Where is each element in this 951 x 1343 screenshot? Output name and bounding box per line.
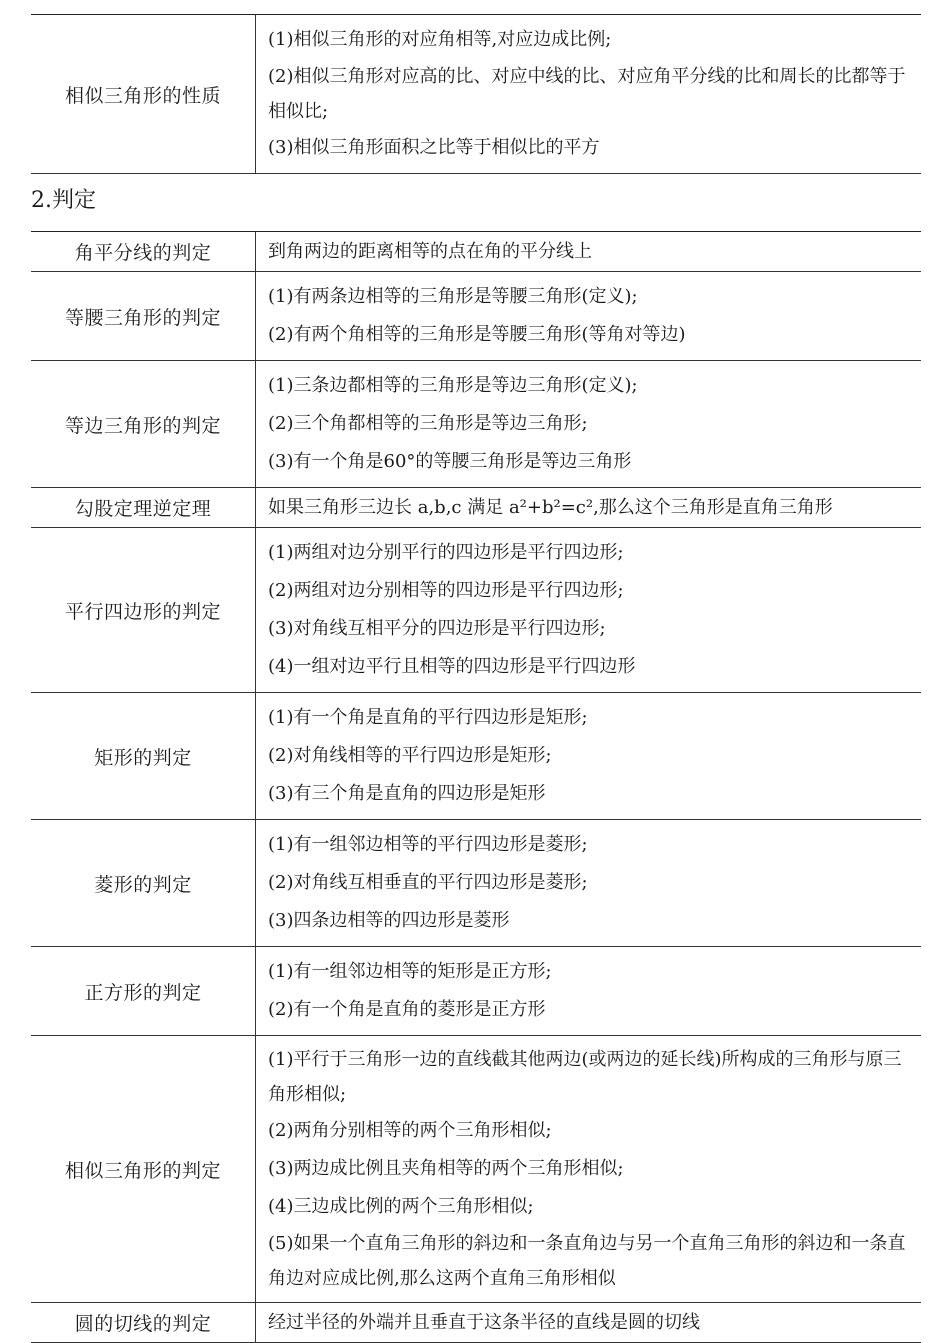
row-term: 平行四边形的判定 bbox=[31, 528, 256, 693]
list-item: (1)两组对边分别平行的四边形是平行四边形; bbox=[268, 542, 624, 563]
list-item: (3)相似三角形面积之比等于相似比的平方 bbox=[268, 137, 600, 158]
list-item: 如果三角形三边长 a,b,c 满足 a²+b²=c²,那么这个三角形是直角三角形 bbox=[268, 496, 833, 518]
list-item: (2)有一个角是直角的菱形是正方形 bbox=[268, 999, 546, 1020]
list-item: (3)有一个角是60°的等腰三角形是等边三角形 bbox=[268, 451, 632, 472]
row-term: 勾股定理逆定理 bbox=[31, 488, 256, 528]
row-content bbox=[256, 232, 922, 272]
list-item: (4)三边成比例的两个三角形相似; bbox=[268, 1196, 534, 1217]
list-item: (2)三个角都相等的三角形是等边三角形; bbox=[268, 413, 588, 434]
table-row bbox=[31, 232, 921, 272]
list-item: (2)相似三角形对应高的比、对应中线的比、对应角平分线的比和周长的比都等于相似比; bbox=[268, 66, 906, 122]
row-content bbox=[256, 15, 922, 174]
row-content bbox=[256, 1036, 922, 1303]
row-content bbox=[256, 272, 922, 361]
table-row bbox=[31, 820, 921, 947]
table-row bbox=[31, 1303, 921, 1343]
row-term: 等边三角形的判定 bbox=[31, 361, 256, 488]
criteria-table bbox=[31, 231, 921, 1343]
table-row bbox=[31, 15, 921, 174]
list-item: (2)两组对边分别相等的四边形是平行四边形; bbox=[268, 580, 624, 601]
properties-table bbox=[31, 14, 921, 174]
section-heading: 2.判定 bbox=[31, 188, 96, 213]
row-term: 矩形的判定 bbox=[31, 693, 256, 820]
row-content bbox=[256, 1303, 922, 1343]
list-item: 经过半径的外端并且垂直于这条半径的直线是圆的切线 bbox=[268, 1311, 700, 1333]
table-row bbox=[31, 488, 921, 528]
list-item: (1)有一个角是直角的平行四边形是矩形; bbox=[268, 707, 588, 728]
list-item: (1)平行于三角形一边的直线截其他两边(或两边的延长线)所构成的三角形与原三角形相似; bbox=[268, 1049, 902, 1105]
table-row bbox=[31, 272, 921, 361]
list-item: (2)有两个角相等的三角形是等腰三角形(等角对等边) bbox=[268, 324, 686, 345]
row-term: 相似三角形的判定 bbox=[31, 1036, 256, 1303]
row-content bbox=[256, 947, 922, 1036]
list-item: (3)有三个角是直角的四边形是矩形 bbox=[268, 783, 546, 804]
row-content bbox=[256, 820, 922, 947]
row-content bbox=[256, 488, 922, 528]
row-term: 等腰三角形的判定 bbox=[31, 272, 256, 361]
list-item: (3)四条边相等的四边形是菱形 bbox=[268, 910, 510, 931]
row-term: 正方形的判定 bbox=[31, 947, 256, 1036]
list-item: (2)对角线互相垂直的平行四边形是菱形; bbox=[268, 872, 588, 893]
list-item: (1)有一组邻边相等的矩形是正方形; bbox=[268, 961, 552, 982]
list-item: (5)如果一个直角三角形的斜边和一条直角边与另一个直角三角形的斜边和一条直角边对应成比例,那么这两个直角三角形相似 bbox=[268, 1233, 906, 1289]
table-row bbox=[31, 361, 921, 488]
table-row bbox=[31, 947, 921, 1036]
row-content bbox=[256, 693, 922, 820]
table-row bbox=[31, 1036, 921, 1303]
row-term: 菱形的判定 bbox=[31, 820, 256, 947]
list-item: (1)三条边都相等的三角形是等边三角形(定义); bbox=[268, 375, 638, 396]
list-item: 到角两边的距离相等的点在角的平分线上 bbox=[268, 240, 592, 262]
list-item: (1)有一组邻边相等的平行四边形是菱形; bbox=[268, 834, 588, 855]
list-item: (4)一组对边平行且相等的四边形是平行四边形 bbox=[268, 656, 636, 677]
list-item: (2)两角分别相等的两个三角形相似; bbox=[268, 1120, 552, 1141]
row-term: 角平分线的判定 bbox=[31, 232, 256, 272]
row-term: 圆的切线的判定 bbox=[31, 1303, 256, 1343]
table-row bbox=[31, 693, 921, 820]
row-content bbox=[256, 528, 922, 693]
list-item: (1)有两条边相等的三角形是等腰三角形(定义); bbox=[268, 286, 638, 307]
row-term: 相似三角形的性质 bbox=[31, 15, 256, 174]
list-item: (2)对角线相等的平行四边形是矩形; bbox=[268, 745, 552, 766]
table-row bbox=[31, 528, 921, 693]
row-content bbox=[256, 361, 922, 488]
list-item: (1)相似三角形的对应角相等,对应边成比例; bbox=[268, 29, 612, 50]
list-item: (3)对角线互相平分的四边形是平行四边形; bbox=[268, 618, 606, 639]
list-item: (3)两边成比例且夹角相等的两个三角形相似; bbox=[268, 1158, 624, 1179]
